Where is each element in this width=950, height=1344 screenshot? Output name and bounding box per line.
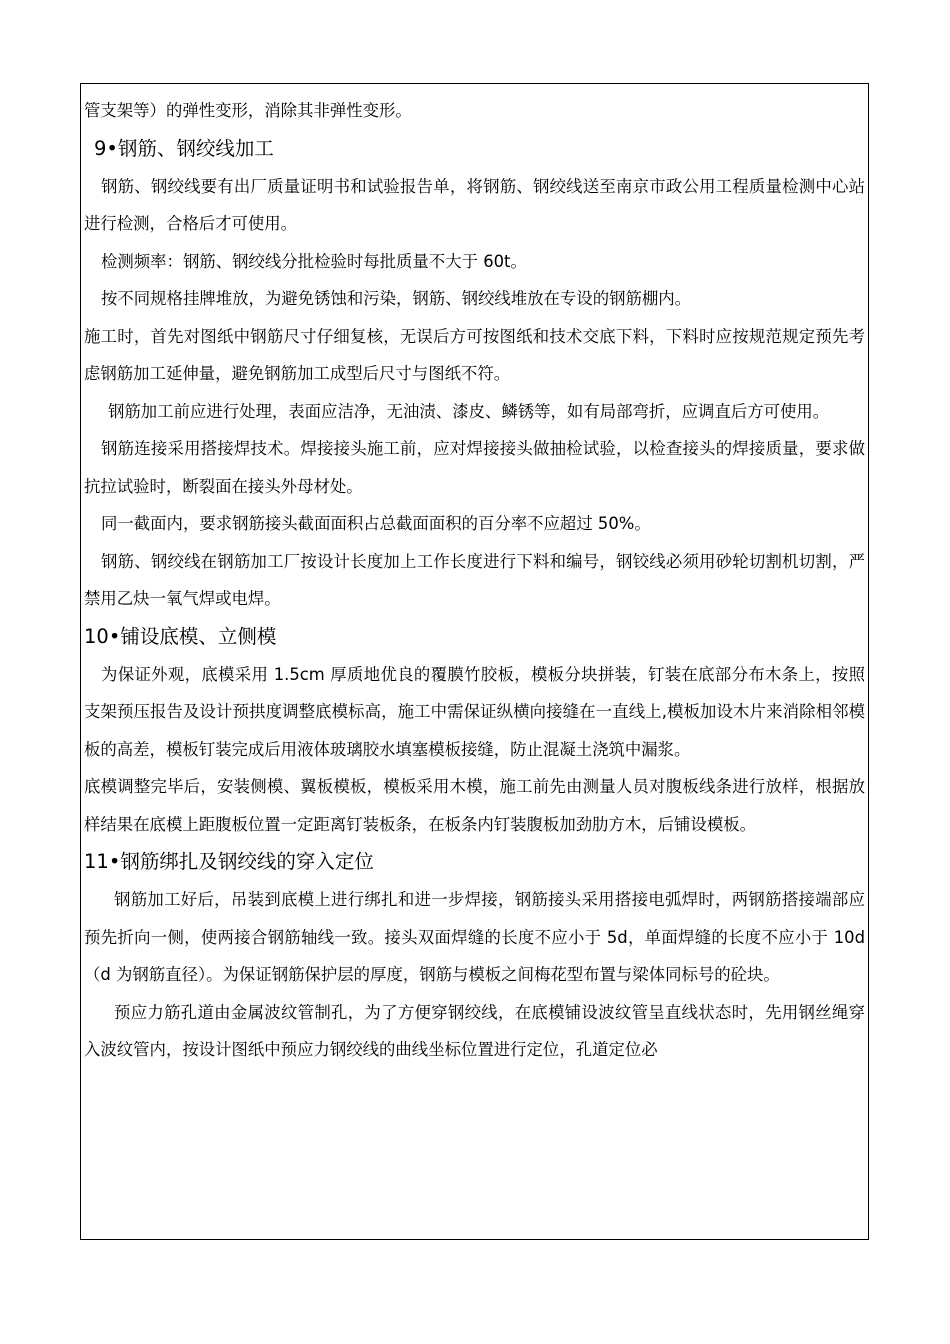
paragraph: 预应力筋孔道由金属波纹管制孔，为了方便穿钢绞线，在底模铺设波纹管呈直线状态时，先用钢丝绳穿入波纹管内，按设计图纸中预应力钢绞线的曲线坐标位置进行定位，孔道定位必 (84, 1002, 865, 1059)
section-heading: 11•钢筋绑扎及钢绞线的穿入定位 (84, 850, 374, 873)
paragraph: 钢筋、钢绞线要有出厂质量证明书和试验报告单，将钢筋、钢绞线送至南京市政公用工程质量检测中心站进行检测，合格后才可使用。 (84, 176, 865, 233)
paragraph: 钢筋、钢绞线在钢筋加工厂按设计长度加上工作长度进行下料和编号，钢铰线必须用砂轮切割机切割，严禁用乙炔一氧气焊或电焊。 (84, 551, 865, 608)
paragraph: 施工时，首先对图纸中钢筋尺寸仔细复核，无误后方可按图纸和技术交底下料，下料时应按规范规定预先考虑钢筋加工延伸量，避免钢筋加工成型后尺寸与图纸不符。 (84, 326, 865, 383)
section-heading: 9•钢筋、钢绞线加工 (94, 136, 274, 160)
paragraph: 钢筋加工前应进行处理，表面应洁净，无油渍、漆皮、鳞锈等，如有局部弯折，应调直后方可使用。 (108, 401, 830, 421)
document-frame (80, 83, 869, 1240)
paragraph: 底模调整完毕后，安装侧模、翼板模板，模板采用木模，施工前先由测量人员对腹板线条进行放样，根据放样结果在底模上距腹板位置一定距离钉装板条，在板条内钉装腹板加劲肋方木，后铺设模板。 (84, 777, 865, 834)
paragraph: 为保证外观，底模采用 1.5cm 厚质地优良的覆膜竹胶板，模板分块拼装，钉装在底部分布木条上，按照支架预压报告及设计预拱度调整底模标高，施工中需保证纵横向接缝在一直线上,模板加设木片来消除相邻模板的高差，模板钉装完成后用液体玻璃胶水填塞模板接缝，防止混凝土浇筑中漏浆。 (84, 664, 865, 759)
paragraph: 钢筋连接采用搭接焊技术。焊接接头施工前，应对焊接接头做抽检试验，以检查接头的焊接质量，要求做抗拉试验时，断裂面在接头外母材处。 (84, 439, 865, 496)
section-heading: 10•铺设底模、立侧模 (84, 624, 277, 648)
document-body (81, 84, 868, 1069)
paragraph: 钢筋加工好后，吊装到底模上进行绑扎和进一步焊接，钢筋接头采用搭接电弧焊时，两钢筋搭接端部应预先折向一侧，使两接合钢筋轴线一致。接头双面焊缝的长度不应小于 5d，单面焊缝的长度不应小于 10d（d 为钢筋直径）。为保证钢筋保护层的厚度，钢筋与模板之间梅花型布置与梁体同标号的砼块。 (84, 890, 865, 984)
paragraph: 管支架等）的弹性变形，消除其非弹性变形。 (84, 101, 412, 120)
paragraph: 检测频率：钢筋、钢绞线分批检验时每批质量不大于 60t。 (101, 251, 527, 271)
paragraph: 同一截面内，要求钢筋接头截面面积占总截面面积的百分率不应超过 50%。 (101, 514, 651, 533)
paragraph: 按不同规格挂牌堆放，为避免锈蚀和污染，钢筋、钢绞线堆放在专设的钢筋棚内。 (101, 289, 692, 308)
